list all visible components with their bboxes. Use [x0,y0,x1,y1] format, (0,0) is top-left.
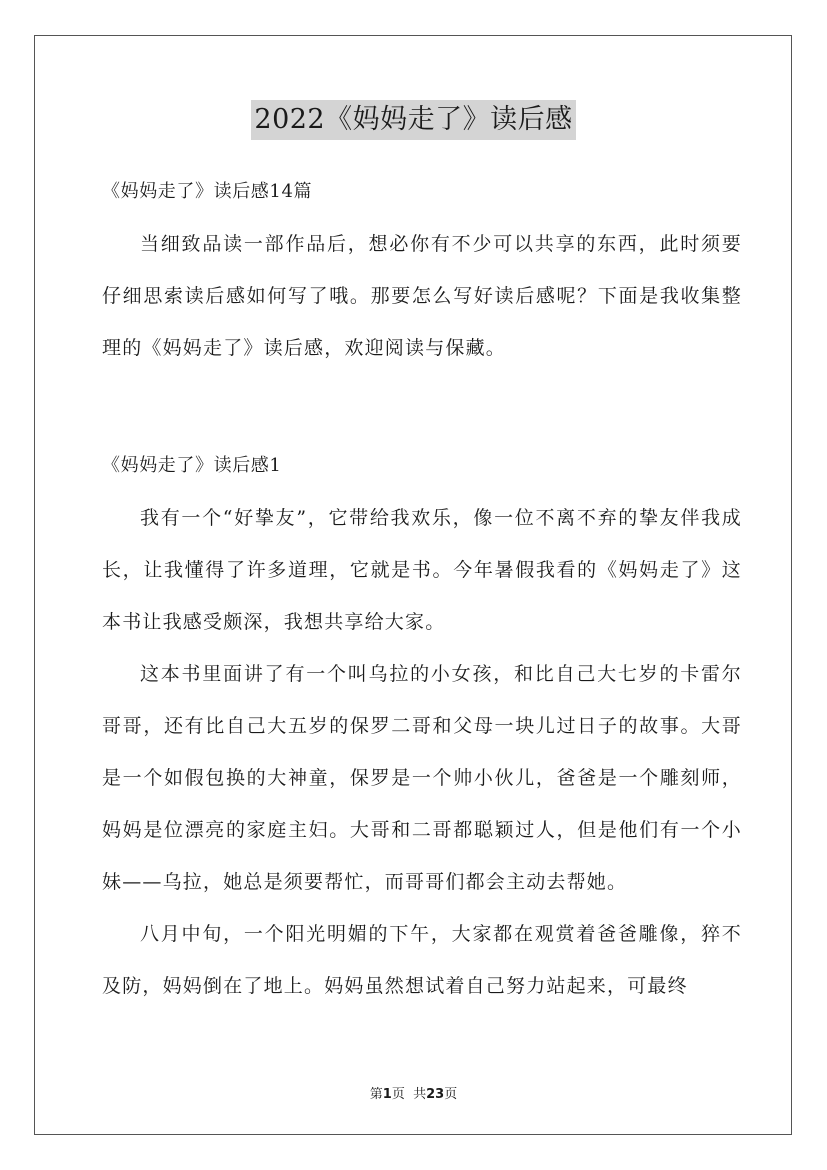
section-1-heading: 《妈妈走了》读后感1 [102,455,282,476]
document-subtitle: 《妈妈走了》读后感14篇 [102,181,313,202]
document-body [102,166,742,374]
document-title: 2022《妈妈走了》读后感 [251,100,575,140]
title-container [0,100,827,140]
page-current: 1 [382,1087,392,1102]
intro-paragraph: 当细致品读一部作品后，想必你有不少可以共享的东西，此时须要仔细思索读后感如何写了哦。那要怎么写好读后感呢？下面是我收集整理的《妈妈走了》读后感，欢迎阅读与保藏。 [102,233,742,359]
body-paragraph-1: 我有一个“好挚友”，它带给我欢乐，像一位不离不弃的挚友伴我成长，让我懂得了许多道理，它就是书。今年暑假我看的《妈妈走了》这本书让我感受颇深，我想共享给大家。 [102,507,742,633]
page-label-mid: 页 共 [391,1087,427,1102]
body-paragraph-3: 八月中旬，一个阳光明媚的下午，大家都在观赏着爸爸雕像，猝不及防，妈妈倒在了地上。妈妈虽然想试着自己努力站起来，可最终 [102,923,742,997]
page-total: 23 [426,1087,445,1102]
body-paragraph-2: 这本书里面讲了有一个叫乌拉的小女孩，和比自己大七岁的卡雷尔哥哥，还有比自己大五岁的保罗二哥和父母一块儿过日子的故事。大哥是一个如假包换的大神童，保罗是一个帅小伙儿，爸爸是一个雕刻师，妈妈是位漂亮的家庭主妇。大哥和二哥都聪颖过人，但是他们有一个小妹——乌拉，她总是须要帮忙，而哥哥们都会主动去帮她。 [102,663,742,893]
page-footer [0,1083,827,1102]
page-label-prefix: 第 [369,1087,383,1102]
section-1 [102,440,742,1012]
page-label-suffix: 页 [444,1087,458,1102]
